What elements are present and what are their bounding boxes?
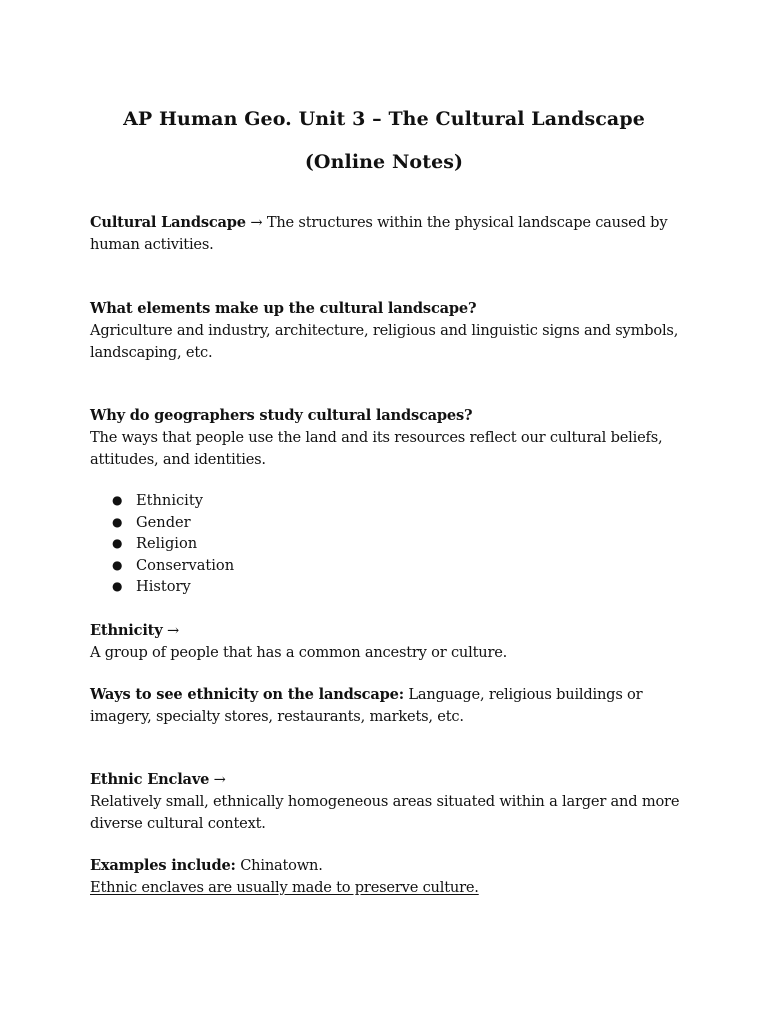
page-subtitle: (Online Notes): [304, 151, 464, 173]
why-study-question: Why do geographers study cultural landscapes?: [90, 407, 473, 424]
ethnic-enclave-section: [90, 769, 690, 835]
examples-text: Chinatown.: [240, 857, 323, 874]
bullet-icon: ●: [112, 514, 123, 529]
list-item: [90, 490, 234, 512]
ethnicity-heading: [90, 620, 690, 642]
ways-to-see-label: Ways to see ethnicity on the landscape:: [90, 686, 404, 703]
list-item: [90, 555, 234, 577]
identity-list: [90, 490, 234, 598]
ethnicity-definition: A group of people that has a common ancestry or culture.: [90, 644, 508, 661]
why-study-section: [90, 405, 690, 471]
arrow-icon: →: [166, 622, 179, 639]
why-study-answer: The ways that people use the land and its resources reflect our cultural beliefs, attitudes, and identities.: [90, 429, 663, 468]
list-item-label: Gender: [136, 513, 191, 531]
cultural-landscape-definition: [90, 212, 690, 256]
list-item: [90, 512, 234, 534]
ways-to-see-text: Language, religious buildings or imagery, specialty stores, restaurants, markets, etc.: [90, 686, 643, 725]
list-item: [90, 533, 234, 555]
bullet-icon: ●: [112, 493, 123, 507]
ethnicity-term: Ethnicity: [90, 622, 163, 639]
bullet-icon: ●: [112, 579, 123, 593]
ethnic-enclave-definition: Relatively small, ethnically homogeneous areas situated within a larger and more diverse cultural context.: [90, 793, 680, 832]
ethnic-enclave-term: Ethnic Enclave: [90, 771, 210, 788]
examples-note: Ethnic enclaves are usually made to preserve culture.: [90, 879, 479, 896]
ways-to-see-section: [90, 684, 690, 728]
ethnic-enclave-heading: [90, 769, 690, 791]
examples-line: [90, 855, 690, 877]
examples-label: Examples include:: [90, 857, 236, 874]
arrow-icon: →: [250, 214, 263, 231]
list-item-label: Conservation: [136, 556, 235, 574]
list-item-label: Religion: [136, 535, 198, 552]
page-title: AP Human Geo. Unit 3 – The Cultural Landscape: [123, 108, 645, 130]
examples-section: [90, 855, 690, 899]
elements-answer: Agriculture and industry, architecture, religious and linguistic signs and symbols, landscaping, etc.: [90, 322, 679, 361]
elements-question: What elements make up the cultural landscape?: [90, 300, 477, 317]
list-item-label: History: [136, 578, 191, 595]
list-item: [90, 576, 234, 598]
arrow-icon: →: [213, 771, 226, 788]
ethnicity-section: [90, 620, 690, 664]
cultural-landscape-text: The structures within the physical landscape caused by human activities.: [90, 214, 668, 253]
list-item-label: Ethnicity: [136, 492, 203, 509]
bullet-icon: ●: [112, 557, 123, 572]
elements-section: [90, 298, 690, 364]
cultural-landscape-term: Cultural Landscape: [90, 214, 246, 231]
bullet-icon: ●: [112, 536, 123, 550]
